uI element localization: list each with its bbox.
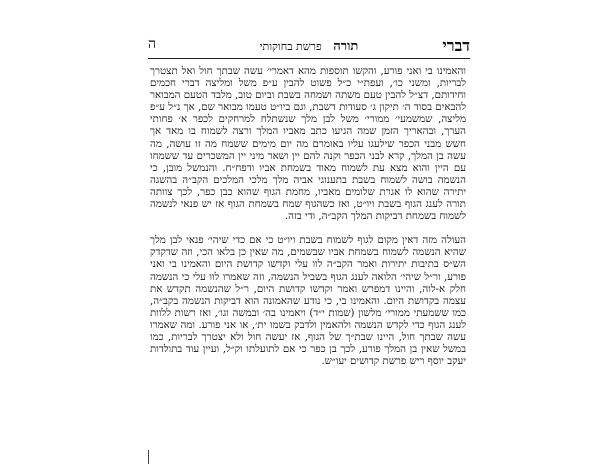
text-body	[150, 66, 466, 380]
work-title: תורה	[333, 39, 359, 54]
page-header	[148, 36, 470, 56]
paragraph: העולה מזה דאין מקום לגוף לשמוח בשבת ויו״ט כי אם כדי שיהי׳ פנאי לבן מלך שהיא הנשמה לשמוח בשמחת אביו שבשמים, מה שאין כן בלאו הכי, וזה שדקדק הש״ס בתיבות יתירות ואמר הקב״ה לוו עלי וקדשו קדושת היום והאמינו בי ואני פורע, ור״ל שיהי׳ הלואה לענג הגוף בשביל הנשמה, וזה שאמרו לוו עלי כי הנשמה חלק א-לוה, והיינו דמפרש ואמר וקדשו קדושת היום, ר״ל שהנשמה תקדש את עצמה בקדושת היום. והאמינו בי, כי נודע שהאמונה הוא דביקות הנשמה בקב״ה, כמו ששמעתי ממורי׳ מלשון (שמות י״ד) ויאמינו בה׳ ובמשה וגו׳, ואז רשות ללוות לענג הגוף כדי לקדש הנשמה ולהאמין ולדבק בשמו ית׳, או אני פורע. ומה שאמרו עשה שבתך חול, היינו שבת״ך של הגוף, אז יעשה חול ולא יצטרך לבריות, כמו במשל שאין בן המלך פורע, לכך בן כפר כי אם לתועלתו וק״ל, ועיין עוד בתולדות יעקב יוסף ריש פרשת קדושים יעו״ש.	[150, 235, 466, 368]
header-rule	[148, 58, 470, 59]
page-letter: ה	[148, 36, 157, 52]
running-head	[148, 38, 470, 54]
section-name: פרשת בחוקותי	[259, 40, 322, 53]
paragraph: והאמינו בי ואני פורע, והקשו תוספות מהא דאמרי׳ עשה שבתך חול ואל תצטרך לבריות, ומשני כו׳, ועפת״י כ״ל פשוט להבין ע״פ משל ומליצה דברי חכמים וחידותם, דצ״ל להבין טעם משתה ושמחה בשבת וביום טוב, מלבד הטעם המבואר להבאים בסוד ה׳ תיקון ג׳ סעודות דשבת, וגם ביו״ט טעמו מבואר שם, אך נ״ל ע״פ מליצה, שמשמעי׳ ממורי׳ משל לבן מלך שנשתלח למרחקים לכפר א׳ פחותי הערך, ובהאריך הזמן שמה הגיעו כתב מאביו המלך ורצה לשמוח בו מאד אך חשש מבני הכפר שילעגו עליו באומרם מה יום מימים ששמח מה זו עושה, מה עשה בן המלך, קרא לבני הכפר וקנה להם יין ושאר מיני יין המשכרים עד ששמחו עם היין והוא מצא עת לשמוח מאוד בשמחת אביו ודפח״ח. והנמשל מובן, כי הנשמה בושה לשמוח בשבת בתענוגי אביה מלך מלכי המלכים הקב״ה בהשגה יתירה שהוא לו אגרת שלומים מאביו, מחמת הגוף שהוא כבן כפר, לכך צוותה תורה לענג הגוף בשבת ויו״ט, ואז כשהגוף שמח בשמחת הגוף אז יש פנאי לנשמה לשמוח בשמחת דביקות המלך הקב״ה, ודי בזה.	[150, 66, 466, 223]
page-edge-mark	[148, 450, 149, 464]
book-title: דברי	[442, 36, 470, 55]
